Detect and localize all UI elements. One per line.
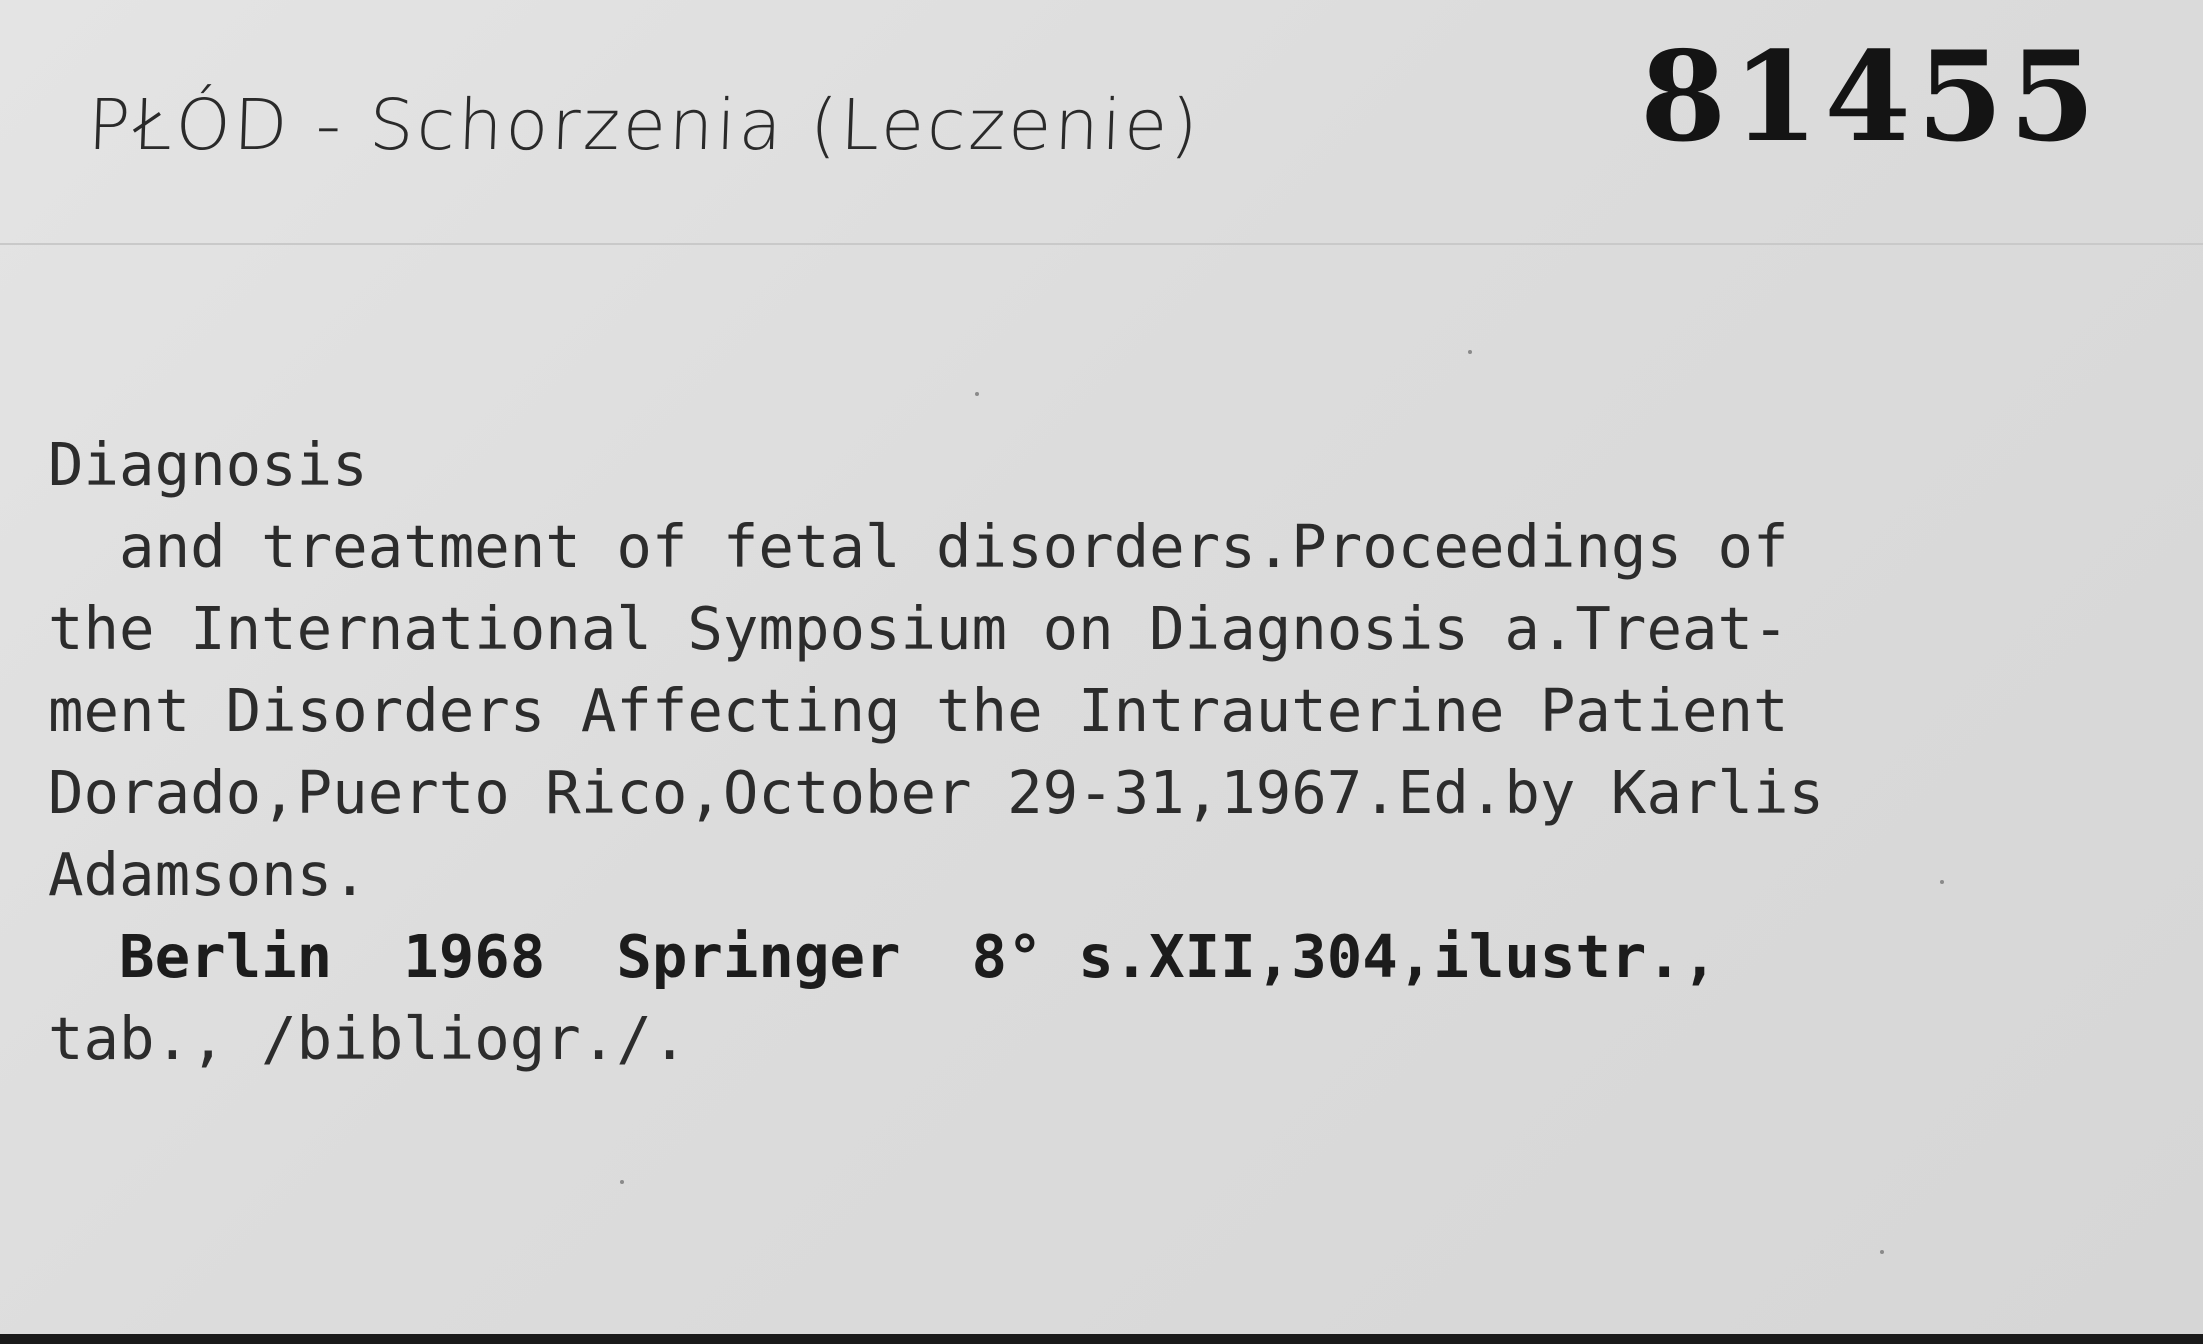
paper-speck: [1880, 1250, 1884, 1254]
entry-line: the International Symposium on Diagnosis a.Treat-: [48, 594, 1789, 663]
paper-speck: [620, 1180, 624, 1184]
entry-line: Dorado,Puerto Rico,October 29-31,1967.Ed.by Karlis: [48, 758, 1825, 827]
entry-line: tab., /bibliogr./.: [48, 1004, 688, 1073]
call-number: 81455: [1640, 25, 2102, 170]
paper-speck: [1468, 350, 1472, 354]
entry-line-imprint: Berlin 1968 Springer 8° s.XII,304,ilustr.,: [48, 922, 1718, 991]
subject-heading: PŁÓD - Schorzenia (Leczenie): [86, 84, 1203, 166]
paper-speck: [975, 392, 979, 396]
header-rule: [0, 243, 2203, 245]
entry-line: ment Disorders Affecting the Intrauterine Patient: [48, 676, 1789, 745]
bibliographic-entry: [48, 424, 2148, 1080]
entry-line-title: Diagnosis: [48, 430, 368, 499]
entry-line: and treatment of fetal disorders.Proceedings of: [48, 512, 1789, 581]
paper-speck: [1940, 880, 1944, 884]
entry-line: Adamsons.: [48, 840, 368, 909]
